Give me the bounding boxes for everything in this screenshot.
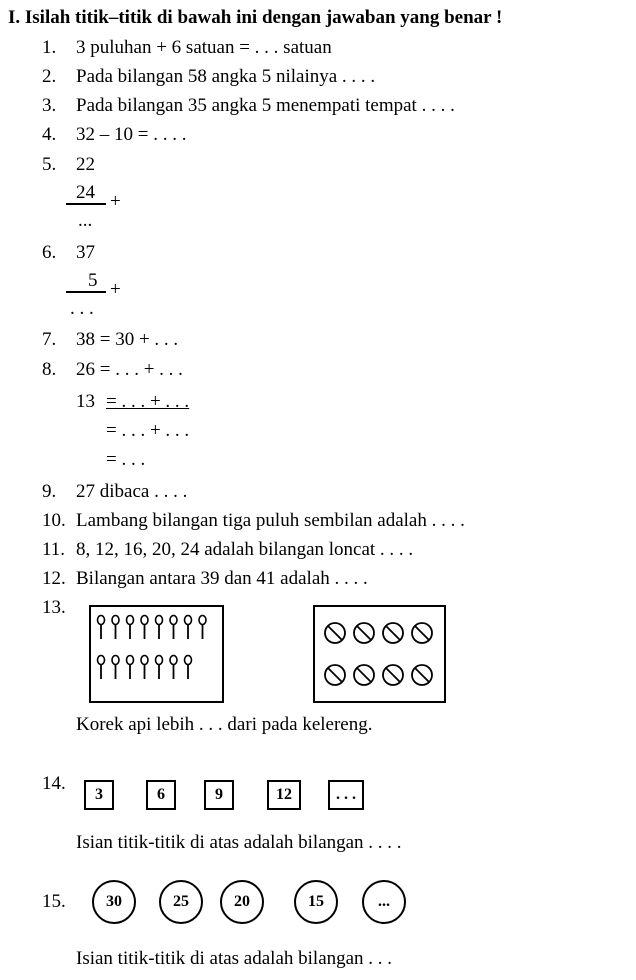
- q8-number: 8.: [42, 359, 57, 380]
- q8-line-2-right: = . . . + . . .: [106, 391, 190, 412]
- matchstick-icon: [112, 616, 119, 640]
- q5-addend-1: 22: [76, 154, 95, 175]
- q9-text: 27 dibaca . . . .: [76, 481, 188, 502]
- seq15-circle-1: 30: [92, 880, 136, 924]
- seq14-box-4: 12: [267, 780, 301, 810]
- matches-illustration: [91, 607, 222, 701]
- q6-answer: . . .: [70, 298, 94, 319]
- q3-text: Pada bilangan 35 angka 5 menempati tempat . . . .: [76, 95, 455, 116]
- marbles-box: [313, 605, 446, 703]
- q6-addend-2: 5: [88, 270, 98, 291]
- matchstick-icon: [98, 616, 105, 640]
- marble-icon: [383, 665, 403, 685]
- q13-text: Korek api lebih . . . dari pada kelereng.: [76, 714, 373, 735]
- marble-icon: [354, 623, 374, 643]
- matchstick-icon: [98, 656, 105, 680]
- q6-number: 6.: [42, 242, 57, 263]
- q10-text: Lambang bilangan tiga puluh sembilan adalah . . . .: [76, 510, 465, 531]
- q8-line-1: 26 = . . . + . . .: [76, 359, 183, 380]
- matchstick-icon: [185, 656, 192, 680]
- seq15-circle-4: 15: [294, 880, 338, 924]
- q3-number: 3.: [42, 95, 57, 116]
- q12-number: 12.: [42, 568, 66, 589]
- q4-text: 32 – 10 = . . . .: [76, 124, 187, 145]
- q6-plus-sign: +: [110, 279, 121, 300]
- matchstick-icon: [141, 616, 148, 640]
- q1-number: 1.: [42, 37, 57, 58]
- matchstick-icon: [141, 656, 148, 680]
- q5-answer: ...: [78, 210, 93, 231]
- q11-number: 11.: [42, 539, 66, 560]
- q8-line-3: = . . . + . . .: [106, 420, 190, 441]
- matchstick-icon: [127, 616, 134, 640]
- seq14-box-1: 3: [84, 780, 114, 810]
- seq15-circle-3: 20: [220, 880, 264, 924]
- seq14-box-2: 6: [146, 780, 176, 810]
- marble-icon: [412, 623, 432, 643]
- marble-icon: [412, 665, 432, 685]
- matchstick-icon: [185, 616, 192, 640]
- q2-number: 2.: [42, 66, 57, 87]
- marble-icon: [325, 623, 345, 643]
- matches-box: [89, 605, 224, 703]
- matchstick-icon: [127, 656, 134, 680]
- q12-text: Bilangan antara 39 dan 41 adalah . . . .: [76, 568, 368, 589]
- q15-number: 15.: [42, 891, 66, 912]
- q13-number: 13.: [42, 597, 66, 618]
- q14-number: 14.: [42, 773, 66, 794]
- matchstick-icon: [199, 616, 206, 640]
- seq14-box-3: 9: [204, 780, 234, 810]
- q5-addend-2: 24: [76, 182, 95, 203]
- q7-text: 38 = 30 + . . .: [76, 329, 179, 350]
- q8-line-4: = . . .: [106, 449, 146, 470]
- q6-addend-1: 37: [76, 242, 95, 263]
- seq15-circle-5: ...: [362, 880, 406, 924]
- q7-number: 7.: [42, 329, 57, 350]
- seq15-circle-2: 25: [159, 880, 203, 924]
- q1-text: 3 puluhan + 6 satuan = . . . satuan: [76, 37, 332, 58]
- q6-sum-line: [66, 291, 106, 293]
- seq14-box-5: . . .: [328, 780, 364, 810]
- q15-text: Isian titik-titik di atas adalah bilangan . . .: [76, 948, 393, 969]
- marbles-illustration: [315, 607, 444, 701]
- matchstick-icon: [112, 656, 119, 680]
- marble-icon: [354, 665, 374, 685]
- marble-icon: [325, 665, 345, 685]
- matchstick-icon: [170, 616, 177, 640]
- matchstick-icon: [156, 616, 163, 640]
- q9-number: 9.: [42, 481, 57, 502]
- q11-text: 8, 12, 16, 20, 24 adalah bilangan loncat . . . .: [76, 539, 414, 560]
- q14-text: Isian titik-titik di atas adalah bilangan . . . .: [76, 832, 402, 853]
- marble-icon: [383, 623, 403, 643]
- q10-number: 10.: [42, 510, 66, 531]
- matchstick-icon: [156, 656, 163, 680]
- q5-sum-line: [66, 203, 106, 205]
- q2-text: Pada bilangan 58 angka 5 nilainya . . . .: [76, 66, 376, 87]
- q8-line-2-left: 13: [76, 391, 95, 412]
- q5-plus-sign: +: [110, 191, 121, 212]
- q5-number: 5.: [42, 154, 57, 175]
- matchstick-icon: [170, 656, 177, 680]
- q4-number: 4.: [42, 124, 57, 145]
- section-title: I. Isilah titik–titik di bawah ini dengan jawaban yang benar !: [8, 7, 503, 28]
